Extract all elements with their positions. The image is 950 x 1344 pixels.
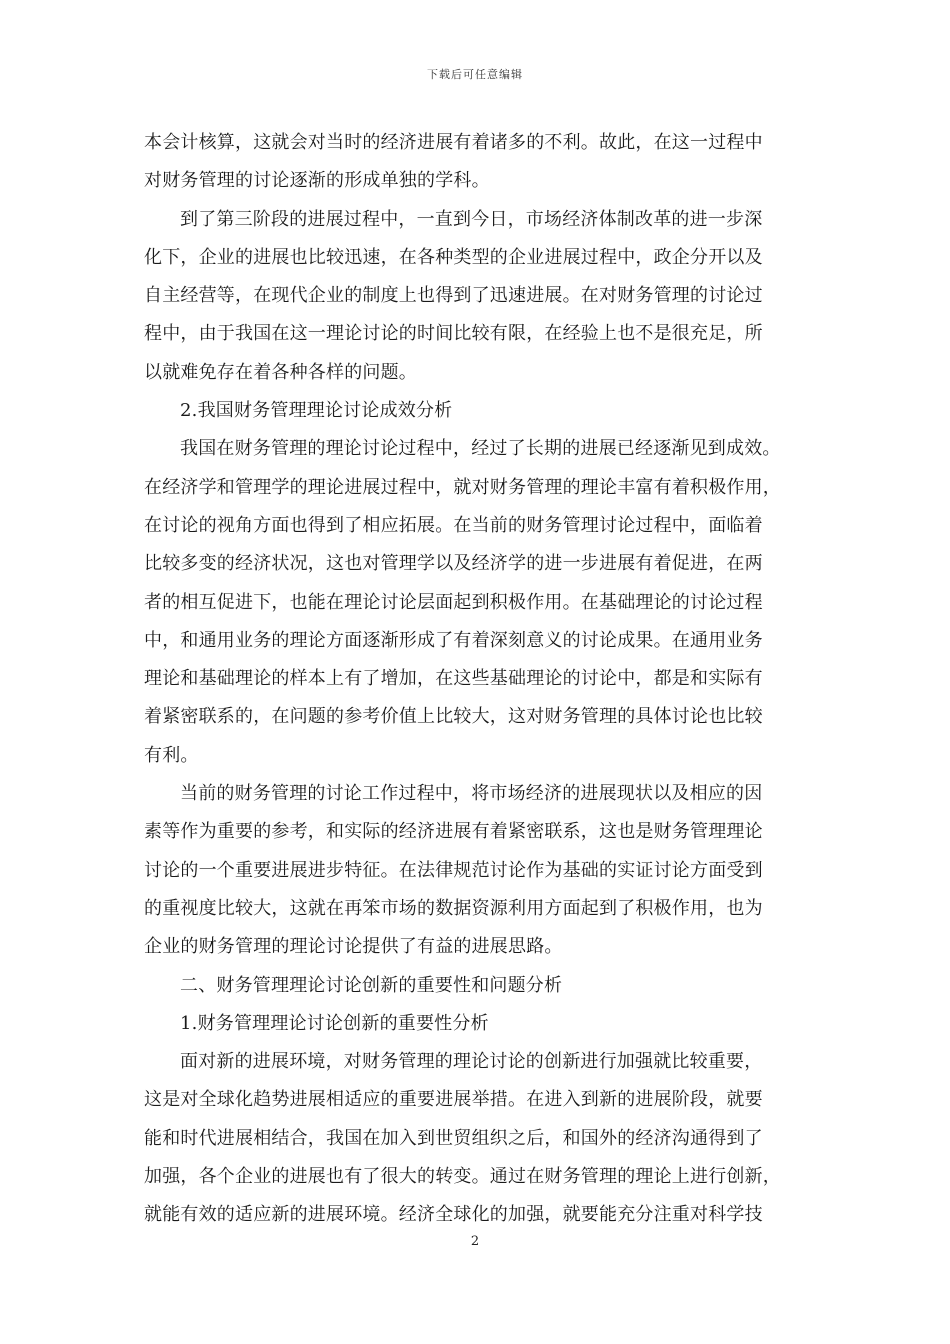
text-line: 讨论的一个重要进展进步特征。在法律规范讨论作为基础的实证讨论方面受到 <box>144 859 763 881</box>
text-line: 素等作为重要的参考，和实际的经济进展有着紧密联系，这也是财务管理理论 <box>144 821 763 843</box>
text-line: 就能有效的适应新的进展环境。经济全球化的加强，就要能充分注重对科学技 <box>144 1204 763 1226</box>
text-line: 程中，由于我国在这一理论讨论的时间比较有限，在经验上也不是很充足，所 <box>144 323 763 345</box>
paragraph-start: 到了第三阶段的进展过程中，一直到今日，市场经济体制改革的进一步深 <box>180 208 763 230</box>
text-line: 着紧密联系的，在问题的参考价值上比较大，这对财务管理的具体讨论也比较 <box>144 706 763 728</box>
text-line: 中，和通用业务的理论方面逐渐形成了有着深刻意义的讨论成果。在通用业务 <box>144 629 763 651</box>
document-body <box>144 124 808 1235</box>
text-line: 理论和基础理论的样本上有了增加，在这些基础理论的讨论中，都是和实际有 <box>144 668 763 690</box>
text-line: 本会计核算，这就会对当时的经济进展有着诸多的不利。故此，在这一过程中 <box>144 132 763 153</box>
text-line: 比较多变的经济状况，这也对管理学以及经济学的进一步进展有着促进，在两 <box>144 553 763 575</box>
text-line: 加强，各个企业的进展也有了很大的转变。通过在财务管理的理论上进行创新， <box>144 1166 781 1188</box>
text-line: 能和时代进展相结合，我国在加入到世贸组织之后，和国外的经济沟通得到了 <box>144 1127 763 1149</box>
text-line: 的重视度比较大，这就在再笨市场的数据资源利用方面起到了积极作用，也为 <box>144 897 763 919</box>
section-heading: 二、财务管理理论讨论创新的重要性和问题分析 <box>180 974 563 996</box>
text-line: 者的相互促进下，也能在理论讨论层面起到积极作用。在基础理论的讨论过程 <box>144 591 763 613</box>
paragraph-start: 当前的财务管理的讨论工作过程中，将市场经济的进展现状以及相应的因 <box>180 783 763 805</box>
text-line: 自主经营等，在现代企业的制度上也得到了迅速进展。在对财务管理的讨论过 <box>144 285 763 307</box>
text-line: 企业的财务管理的理论讨论提供了有益的进展思路。 <box>144 936 563 958</box>
text-line: 以就难免存在着各种各样的问题。 <box>144 361 417 383</box>
text-line: 在讨论的视角方面也得到了相应拓展。在当前的财务管理讨论过程中，面临着 <box>144 514 763 536</box>
text-line: 有利。 <box>144 744 199 766</box>
text-line: 这是对全球化趋势进展相适应的重要进展举措。在进入到新的进展阶段，就要 <box>144 1089 763 1111</box>
text-line: 化下，企业的进展也比较迅速，在各种类型的企业进展过程中，政企分开以及 <box>144 246 763 268</box>
text-line: 对财务管理的讨论逐渐的形成单独的学科。 <box>144 170 490 192</box>
page-header: 下载后可任意编辑 <box>427 68 523 81</box>
subsection-heading: 1.财务管理理论讨论创新的重要性分析 <box>180 1012 489 1034</box>
paragraph-start: 我国在财务管理的理论讨论过程中，经过了长期的进展已经逐渐见到成效。 <box>180 438 781 460</box>
section-heading: 2.我国财务管理理论讨论成效分析 <box>180 400 453 422</box>
paragraph-start: 面对新的进展环境，对财务管理的理论讨论的创新进行加强就比较重要， <box>180 1051 763 1073</box>
text-line: 在经济学和管理学的理论进展过程中，就对财务管理的理论丰富有着积极作用， <box>144 476 781 498</box>
page-number: 2 <box>470 1234 480 1249</box>
